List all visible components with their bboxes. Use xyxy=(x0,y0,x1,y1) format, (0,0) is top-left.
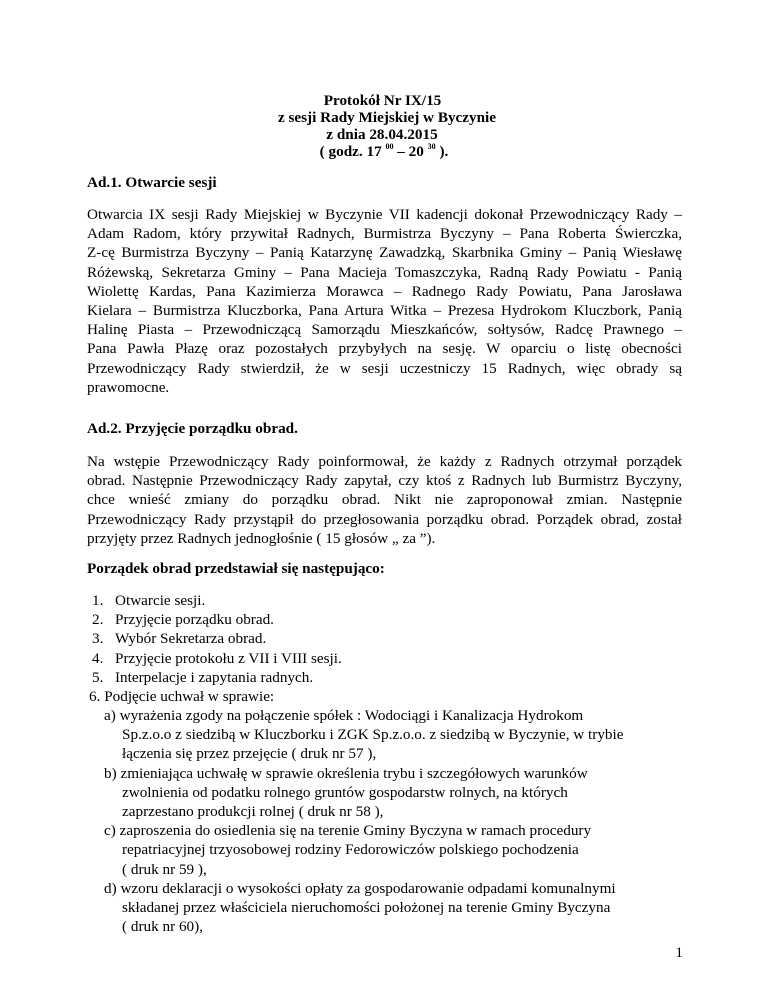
paragraph-line: przyjęty przez Radnych jednogłośnie ( 15 głosów „ za ”). xyxy=(87,529,436,547)
session-date: z dnia 28.04.2015 xyxy=(326,126,438,143)
list-item: 4. Przyjęcie protokołu z VII i VIII sesji. xyxy=(92,649,342,667)
paragraph-line: Adam Radom, który przywitał Radnych, Burmistrza Byczyny – Pana Roberta Świerczka, xyxy=(87,225,682,243)
agenda-heading: Porządek obrad przedstawiał się następująco: xyxy=(87,560,385,577)
paragraph-line: Kielara – Burmistrza Kluczborka, Pana Artura Witka – Prezesa Hydrokom Kluczbork, Panią xyxy=(87,302,682,320)
paragraph-line: Pana Pawła Płazę oraz pozostałych przybyłych na sesję. W oparciu o listę obecności xyxy=(87,340,682,358)
agenda-item-6 xyxy=(89,687,709,706)
paragraph-line: Otwarcia IX sesji Rady Miejskiej w Byczynie VII kadencji dokonał Przewodniczący Rady – xyxy=(87,206,682,223)
sublist-line: zwolnienia od podatku rolnego gruntów gospodarstw rolnych, na których xyxy=(122,783,568,801)
paragraph-line: chce wnieść zmiany do porządku obrad. Nikt nie zaproponował zmian. Następnie xyxy=(87,491,682,509)
ad1-heading: Ad.1. Otwarcie sesji xyxy=(87,174,217,191)
paragraph-line: Wiolettę Kardas, Pana Kazimierza Morawca – Radnego Rady Powiatu, Pana Jarosława xyxy=(87,282,682,300)
sublist-line: c) zaproszenia do osiedlenia się na terenie Gminy Byczyna w ramach procedury xyxy=(104,822,592,840)
sublist-line: zaprzestano produkcji rolnej ( druk nr 58 ), xyxy=(122,803,384,821)
paragraph-line: prawomocne. xyxy=(87,378,170,396)
sublist-line: repatriacyjnej trzyosobowej rodziny Fedorowiczów polskiego pochodzenia xyxy=(122,841,579,859)
agenda-list xyxy=(92,591,712,687)
sublist-line: a) wyrażenia zgody na połączenie spółek : Wodociągi i Kanalizacja Hydrokom xyxy=(104,707,584,724)
ad2-heading: Ad.2. Przyjęcie porządku obrad. xyxy=(87,420,298,437)
list-item: 6. Podjęcie uchwał w sprawie: xyxy=(89,688,275,705)
sublist-line: b) zmieniająca uchwałę w sprawie określenia trybu i szczegółowych warunków xyxy=(104,764,588,782)
list-item: 2. Przyjęcie porządku obrad. xyxy=(92,611,274,629)
paragraph-line: obrad. Następnie Przewodniczący Rady zapytał, czy ktoś z Radnych lub Burmistrz Byczyny, xyxy=(87,472,682,490)
paragraph-line: Na wstępie Przewodniczący Rady poinformował, że każdy z Radnych otrzymał porządek xyxy=(87,453,682,470)
sublist-line: d) wzoru deklaracji o wysokości opłaty za gospodarowanie odpadami komunalnymi xyxy=(104,879,616,897)
session-time: ( godz. 17 $^{00}$ – 20 $^{30}$ ). xyxy=(319,142,449,160)
protocol-header xyxy=(0,92,768,160)
paragraph-line: Przewodniczący Rady stwierdził, że w sesji uczestniczy 15 Radnych, więc obrady są xyxy=(87,359,682,377)
resolution-sublist xyxy=(104,706,724,936)
ad2-paragraph xyxy=(87,452,682,548)
paragraph-line: Różewską, Sekretarza Gminy – Pana Macieja Tomaszczyka, Radną Rady Powiatu - Panią xyxy=(87,263,682,281)
sublist-line: ( druk nr 59 ), xyxy=(122,860,207,878)
page-number: 1 xyxy=(675,944,683,961)
sublist-line: ( druk nr 60), xyxy=(122,918,203,936)
paragraph-line: Z-cę Burmistrza Byczyny – Panią Katarzynę Zawadzką, Skarbnika Gminy – Panią Wiesławę xyxy=(87,244,682,262)
session-name: z sesji Rady Miejskiej w Byczynie xyxy=(277,109,497,126)
sublist-line: Sp.z.o.o z siedzibą w Kluczborku i ZGK Sp.z.o.o. z siedzibą w Byczynie, w trybie xyxy=(122,726,624,744)
list-item: 5. Interpelacje i zapytania radnych. xyxy=(92,668,314,686)
sublist-line: składanej przez właściciela nieruchomości położonej na terenie Gminy Byczyna xyxy=(122,899,611,917)
protocol-title: Protokół Nr IX/15 xyxy=(323,92,442,109)
list-item: 1. Otwarcie sesji. xyxy=(92,592,206,609)
paragraph-line: Halinę Piasta – Przewodniczącą Samorządu Mieszkańców, sołtysów, Radcę Prawnego – xyxy=(87,321,682,339)
paragraph-line: Przewodniczący Rady przystąpił do przegłosowania porządku obrad. Porządek obrad, został xyxy=(87,510,682,528)
sublist-line: łączenia się przez przejęcie ( druk nr 57 ), xyxy=(122,745,377,763)
ad1-paragraph xyxy=(87,205,682,397)
list-item: 3. Wybór Sekretarza obrad. xyxy=(92,630,267,648)
